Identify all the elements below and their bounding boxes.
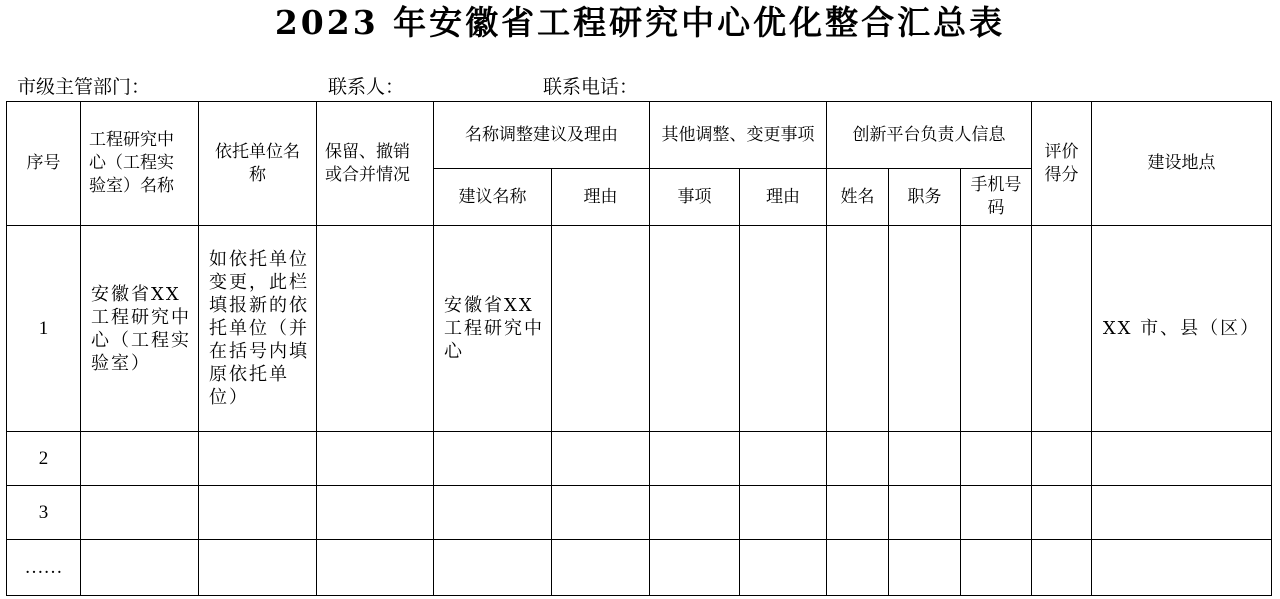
phone-label: 联系电话： — [543, 76, 639, 98]
table-row — [7, 540, 1272, 596]
row-seq: 2 — [7, 432, 81, 486]
row-host-unit: 如依托单位变更，此栏填报新的依托单位（并在括号内填原依托单位） — [199, 226, 317, 432]
row-leader-phone — [961, 226, 1032, 432]
header-row-1 — [7, 102, 1272, 169]
header-location: 建设地点 — [1092, 102, 1272, 226]
header-suggest-name: 建议名称 — [434, 169, 552, 226]
row-seq: …… — [7, 540, 81, 596]
row-status — [317, 226, 434, 432]
summary-table — [6, 101, 1272, 596]
header-leader-name: 姓名 — [827, 169, 889, 226]
table-row — [7, 486, 1272, 540]
row-suggest-name: 安徽省XX工程研究中心 — [434, 226, 552, 432]
row-location: XX 市、县（区） — [1092, 226, 1272, 432]
info-row — [17, 74, 1267, 100]
row-other-reason — [740, 226, 827, 432]
header-other-item: 事项 — [650, 169, 740, 226]
header-other-adjust: 其他调整、变更事项 — [650, 102, 827, 169]
table-row — [7, 432, 1272, 486]
row-other-item — [650, 226, 740, 432]
header-host-unit: 依托单位名称 — [199, 102, 317, 226]
row-score — [1032, 226, 1092, 432]
header-score: 评价得分 — [1032, 102, 1092, 226]
header-seq: 序号 — [7, 102, 81, 226]
header-leader-info: 创新平台负责人信息 — [827, 102, 1032, 169]
header-status: 保留、撤销或合并情况 — [317, 102, 434, 226]
header-center-name: 工程研究中心（工程实验室）名称 — [81, 102, 199, 226]
row-seq: 1 — [7, 226, 81, 432]
table-row — [7, 226, 1272, 432]
row-center-name: 安徽省XX工程研究中心（工程实验室） — [81, 226, 199, 432]
header-name-reason: 理由 — [552, 169, 650, 226]
row-leader-title — [889, 226, 961, 432]
header-name-adjust: 名称调整建议及理由 — [434, 102, 650, 169]
header-leader-phone: 手机号码 — [961, 169, 1032, 226]
page-title: 2023 年安徽省工程研究中心优化整合汇总表 — [274, 3, 1006, 42]
contact-label: 联系人： — [328, 76, 405, 98]
row-reason — [552, 226, 650, 432]
department-label: 市级主管部门： — [17, 76, 151, 98]
header-other-reason: 理由 — [740, 169, 827, 226]
row-leader-name — [827, 226, 889, 432]
row-seq: 3 — [7, 486, 81, 540]
header-leader-title: 职务 — [889, 169, 961, 226]
